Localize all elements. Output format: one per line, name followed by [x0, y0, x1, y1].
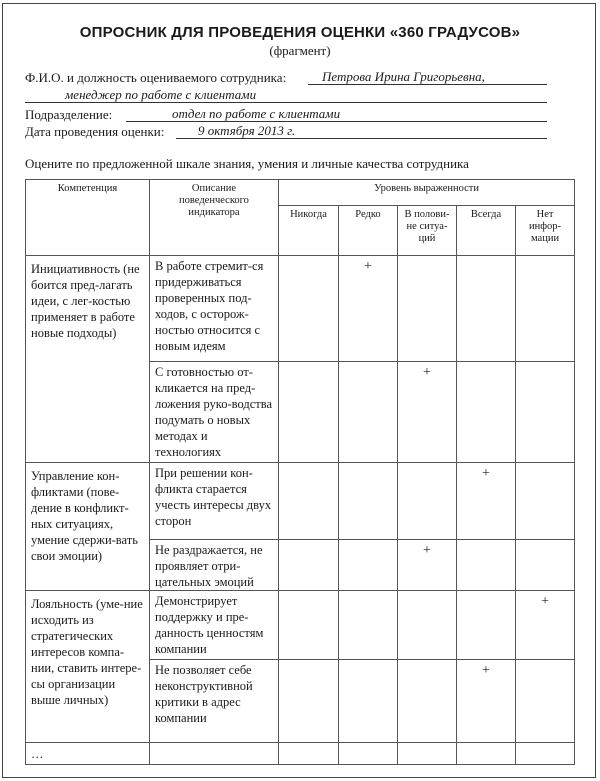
header-competence: Компетенция: [26, 180, 150, 256]
indicator-description: Демонстрирует поддержку и пре-данность ценностям компании: [150, 591, 279, 660]
rating-cell: [339, 362, 398, 463]
rating-mark: +: [423, 365, 431, 380]
rating-cell: [457, 362, 516, 463]
employee-position-field: менеджер по работе с клиентами: [25, 88, 547, 103]
indicator-description: С готовностью от-кликается на пред-ложения руко-водства подумать о новых методах и технологиях: [150, 362, 279, 463]
rating-mark: +: [541, 594, 549, 609]
rating-cell: [516, 463, 575, 540]
rating-cell: [516, 256, 575, 362]
rating-mark: +: [364, 259, 372, 274]
rating-cell: [457, 660, 516, 743]
level-rarely: Редко: [339, 206, 398, 256]
rating-cell: [457, 256, 516, 362]
employee-label: Ф.И.О. и должность оцениваемого сотрудника:: [25, 70, 287, 85]
header-description: Описание поведенческого индикатора: [150, 180, 279, 256]
rating-cell: [398, 540, 457, 591]
rating-cell: [457, 463, 516, 540]
rating-cell: [398, 463, 457, 540]
rating-cell: [457, 591, 516, 660]
level-no-info: Нет инфор-мации: [516, 206, 575, 256]
indicator-description: При решении кон-фликта старается учесть интересы двух сторон: [150, 463, 279, 540]
rating-mark: +: [482, 663, 490, 678]
table-row: [26, 591, 575, 660]
competence-name: Лояльность (уме-ние исходить из стратегических интересов компа-нии, ставить интере-сы организации выше личных): [26, 591, 150, 743]
page-subtitle: (фрагмент): [269, 43, 331, 58]
rating-cell: [279, 463, 339, 540]
table-row: [26, 463, 575, 540]
level-half: В полови-не ситуа-ций: [398, 206, 457, 256]
date-label: Дата проведения оценки:: [25, 124, 165, 139]
rating-cell: [516, 591, 575, 660]
date-field: 9 октября 2013 г.: [176, 124, 547, 139]
competence-name: Управление кон-фликтами (пове-дение в конфликт-ных ситуациях, умение сдержи-вать свои эмоции): [26, 463, 150, 591]
rating-cell: [516, 660, 575, 743]
rating-cell: [516, 540, 575, 591]
rating-cell: [279, 256, 339, 362]
indicator-description: Не позволяет себе неконструктивной критики в адрес компании: [150, 660, 279, 743]
table-row: [26, 256, 575, 362]
department-label: Подразделение:: [25, 107, 113, 122]
rating-mark: +: [482, 466, 490, 481]
rating-cell: [339, 660, 398, 743]
rating-cell: [398, 660, 457, 743]
rating-cell: [339, 463, 398, 540]
rating-cell: [339, 540, 398, 591]
department-field: отдел по работе с клиентами: [126, 107, 547, 122]
page-title: ОПРОСНИК ДЛЯ ПРОВЕДЕНИЯ ОЦЕНКИ «360 ГРАДУСОВ»: [79, 24, 521, 41]
level-always: Всегда: [457, 206, 516, 256]
rating-cell: [279, 540, 339, 591]
level-never: Никогда: [279, 206, 339, 256]
rating-cell: [398, 256, 457, 362]
employee-name-field: Петрова Ирина Григорьевна,: [308, 70, 547, 85]
rating-mark: +: [423, 543, 431, 558]
indicator-description: Не раздражается, не проявляет отри-цательных эмоций: [150, 540, 279, 591]
header-level: Уровень выраженности: [279, 180, 575, 206]
rating-cell: [339, 591, 398, 660]
rating-cell: [516, 362, 575, 463]
indicator-description: В работе стремит-ся придерживаться проверенных под-ходов, с осторож-ностью относится с новым идеям: [150, 256, 279, 362]
table-ellipsis: …: [26, 743, 150, 765]
competence-name: Инициативность (не боится пред-лагать идеи, с лег-костью применяет в работе новые подходы): [26, 256, 150, 463]
assessment-table: [25, 179, 575, 765]
rating-cell: [279, 660, 339, 743]
rating-cell: [279, 362, 339, 463]
instruction-text: Оцените по предложенной шкале знания, умения и личные качества сотрудника: [25, 156, 469, 171]
rating-cell: [339, 256, 398, 362]
rating-cell: [398, 591, 457, 660]
rating-cell: [279, 591, 339, 660]
rating-cell: [457, 540, 516, 591]
rating-cell: [398, 362, 457, 463]
